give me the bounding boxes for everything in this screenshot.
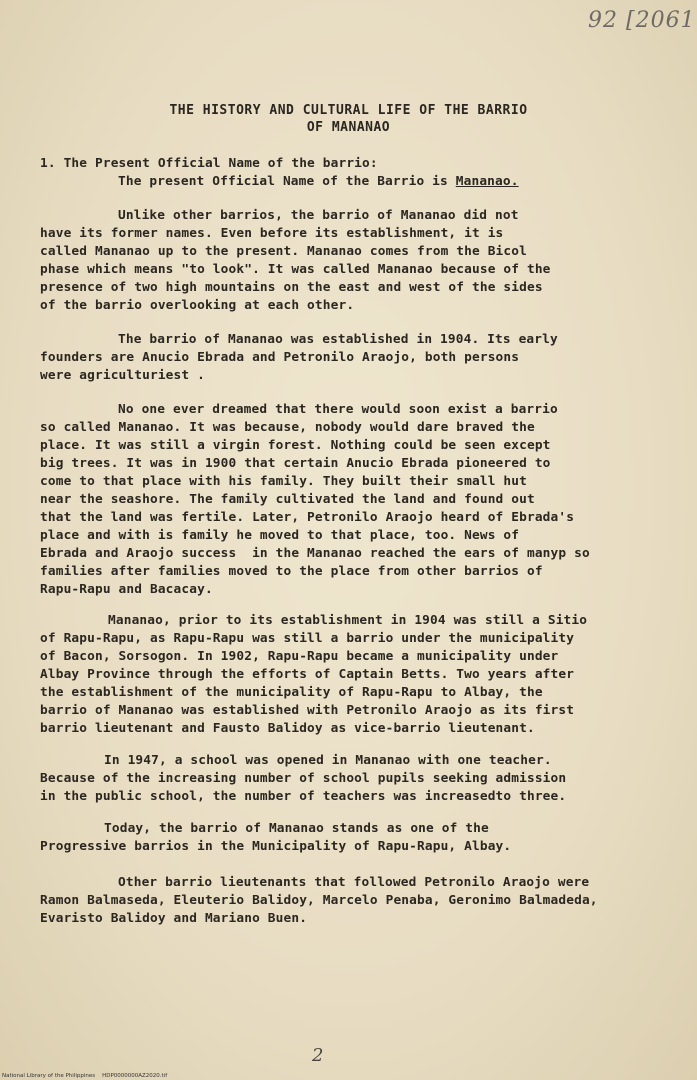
paragraph-line: barrio lieutenant and Fausto Balidoy as vice-barrio lieutenant. [40, 721, 535, 736]
paragraph-line: Because of the increasing number of school pupils seeking admission [40, 771, 567, 786]
document-title: THE HISTORY AND CULTURAL LIFE OF THE BARRIO [169, 103, 528, 118]
paragraph-line: of Bacon, Sorsogon. In 1902, Rapu-Rapu became a municipality under [40, 649, 559, 664]
paragraph-line: No one ever dreamed that there would soon exist a barrio [118, 402, 558, 417]
paragraph-line: in the public school, the number of teachers was increasedto three. [40, 789, 567, 804]
paragraph-line: founders are Anucio Ebrada and Petronilo Araojo, both persons [40, 350, 520, 365]
paragraph-line: big trees. It was in 1900 that certain Anucio Ebrada pioneered to [40, 456, 551, 471]
paragraph-line: Unlike other barrios, the barrio of Mananao did not [118, 208, 519, 223]
document-title-line2: OF MANANAO [306, 120, 391, 135]
paragraph-line: were agriculturiest . [40, 368, 205, 383]
paragraph-line: of Rapu-Rapu, as Rapu-Rapu was still a barrio under the municipality [40, 631, 575, 646]
official-name: Mananao. [455, 174, 519, 189]
handwritten-page-number: 92 [2061 [588, 8, 696, 33]
paragraph-line: phase which means "to look". It was called Mananao because of the [40, 262, 551, 277]
paragraph-line: so called Mananao. It was because, nobody would dare braved the [40, 420, 535, 435]
paragraph-line: have its former names. Even before its establishment, it is [40, 226, 504, 241]
section-heading: 1. The Present Official Name of the barrio: [40, 156, 378, 171]
paragraph-line: Other barrio lieutenants that followed Petronilo Araojo were [118, 875, 590, 890]
paragraph-line: Ramon Balmaseda, Eleuterio Balidoy, Marcelo Penaba, Geronimo Balmadeda, [40, 893, 598, 908]
paragraph-line: Ebrada and Araojo success in the Mananao reached the ears of manyp so [40, 546, 590, 561]
paragraph-line: barrio of Mananao was established with Petronilo Araojo as its first [40, 703, 575, 718]
paragraph-line: near the seashore. The family cultivated the land and found out [40, 492, 535, 507]
paragraph-line: of the barrio overlooking at each other. [40, 298, 355, 313]
paragraph-line: Today, the barrio of Mananao stands as one of the [104, 821, 489, 836]
paragraph-line: place. It was still a virgin forest. Nothing could be seen except [40, 438, 551, 453]
paragraph-line: come to that place with his family. They built their small hut [40, 474, 527, 489]
paragraph-line: presence of two high mountains on the east and west of the sides [40, 280, 543, 295]
paragraph-line: the establishment of the municipality of Rapu-Rapu to Albay, the [40, 685, 543, 700]
paragraph-line: place and with is family he moved to that place, too. News of [40, 528, 520, 543]
official-name-prefix: The present Official Name of the Barrio is [118, 174, 456, 189]
paragraph-line: called Mananao up to the present. Mananao comes from the Bicol [40, 244, 527, 259]
official-name-line [118, 173, 519, 191]
paragraph-line: that the land was fertile. Later, Petronilo Araojo heard of Ebrada's [40, 510, 575, 525]
paragraph-line: Rapu-Rapu and Bacacay. [40, 582, 213, 597]
paragraph-line: Evaristo Balidoy and Mariano Buen. [40, 911, 308, 926]
paragraph-line: Progressive barrios in the Municipality of Rapu-Rapu, Albay. [40, 839, 512, 854]
paragraph-line: Albay Province through the efforts of Captain Betts. Two years after [40, 667, 575, 682]
paragraph-line: Mananao, prior to its establishment in 1904 was still a Sitio [108, 613, 588, 628]
paragraph-line: In 1947, a school was opened in Mananao with one teacher. [104, 753, 552, 768]
page-mark: 2 [312, 1045, 324, 1066]
archive-footer: National Library of the Philippines HDP0000000AZ2020.tif [2, 1073, 168, 1079]
paragraph-line: The barrio of Mananao was established in 1904. Its early [118, 332, 558, 347]
paragraph-line: families after families moved to the place from other barrios of [40, 564, 543, 579]
